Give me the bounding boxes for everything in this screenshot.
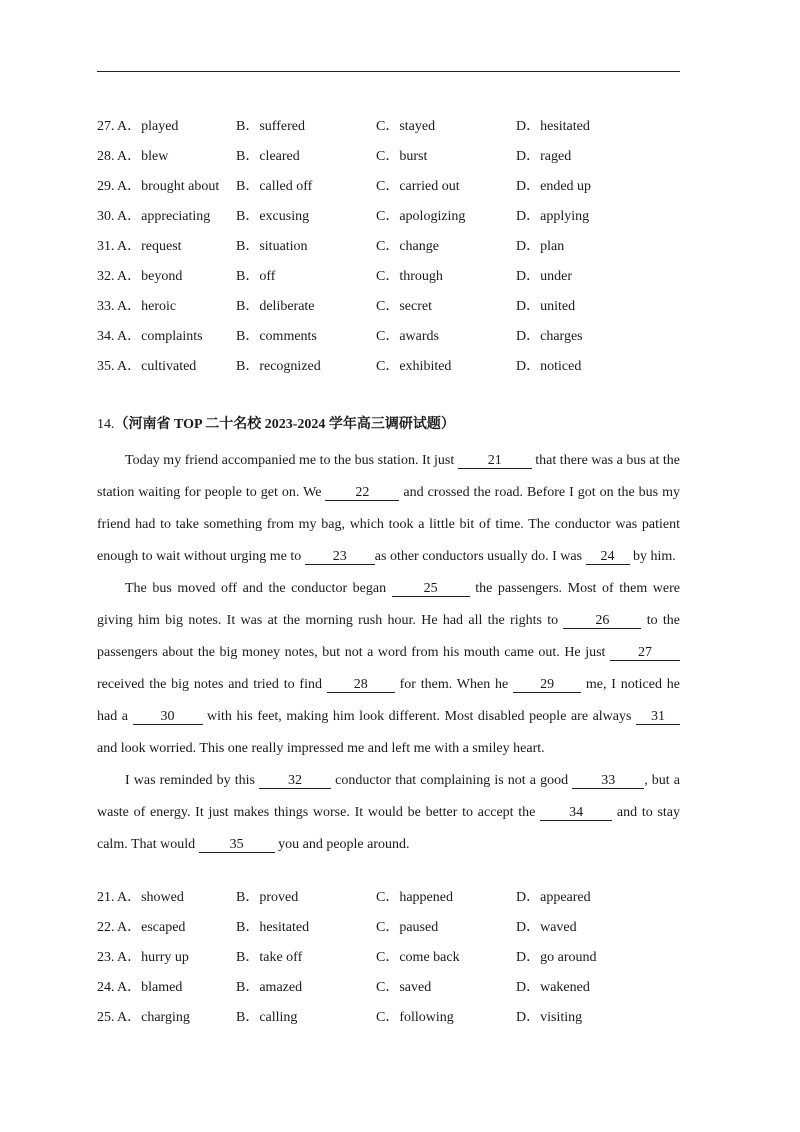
option-row-28 [97,148,687,178]
option-d: D．noticed [516,359,582,374]
option-d: D．visiting [516,1010,583,1025]
question-heading [97,416,455,434]
option-b: B．situation [236,239,308,254]
option-row-31 [97,238,687,268]
option-number: 23. [97,950,115,965]
option-row-23 [97,949,687,979]
question-source: （河南省 TOP 二十名校 2023-2024 学年高三调研试题） [114,417,455,432]
blank-22: 22 [325,485,399,501]
option-number: 22. [97,920,115,935]
option-c: C．happened [376,890,453,905]
option-c: C．awards [376,329,439,344]
blank-32: 32 [259,773,331,789]
passage-text: that there was a bus at the station waiting for people to get on. We [97,453,680,500]
option-b: B．recognized [236,359,321,374]
option-number: 21. [97,890,115,905]
option-number: 24. [97,980,115,995]
option-a: A．charging [117,1010,190,1025]
passage-text: you and people around. [274,837,410,852]
option-b: B．deliberate [236,299,315,314]
passage-text: as other conductors usually do. I was [374,549,586,564]
option-row-25 [97,1009,687,1039]
passage-text: me, I noticed he had a [97,677,681,724]
passage-text: and look worried. This one really impressed me and left me with a smiley heart. [97,741,545,756]
option-b: B．hesitated [236,920,310,935]
option-c: C．through [376,269,443,284]
blank-26: 26 [563,613,641,629]
option-d: D．ended up [516,179,592,194]
options-list-21-25 [97,889,687,1039]
option-a: A．brought about [117,179,220,194]
option-a: A．hurry up [117,950,189,965]
passage-text: and crossed the road. Before I got on the bus my friend had to take something from my bag, which took a little bit of time. The conductor was patient enough to wait without urging me to [97,485,681,564]
blank-25: 25 [392,581,470,597]
passage-paragraph-1 [97,445,680,573]
option-row-29 [97,178,687,208]
passage-text: and to stay calm. That would [97,805,681,852]
option-row-34 [97,328,687,358]
option-d: D．waved [516,920,577,935]
passage-text: by him. [629,549,676,564]
blank-28: 28 [327,677,395,693]
option-d: D．charges [516,329,583,344]
passage-text: with his feet, making him look different. Most disabled people are always [202,709,636,724]
option-b: B．suffered [236,119,305,134]
header-rule [97,71,680,72]
option-c: C．following [376,1010,454,1025]
option-a: A．heroic [117,299,177,314]
blank-24: 24 [586,549,630,565]
option-number: 33. [97,299,115,314]
option-a: A．blamed [117,980,183,995]
option-d: D．applying [516,209,590,224]
option-b: B．cleared [236,149,300,164]
option-number: 27. [97,119,115,134]
option-number: 34. [97,329,115,344]
option-b: B．comments [236,329,317,344]
option-b: B．amazed [236,980,303,995]
option-number: 30. [97,209,115,224]
option-row-27 [97,118,687,148]
option-d: D．go around [516,950,597,965]
blank-23: 23 [305,549,375,565]
blank-35: 35 [199,837,275,853]
option-b: B．proved [236,890,299,905]
option-row-35 [97,358,687,388]
option-d: D．under [516,269,572,284]
option-c: C．change [376,239,439,254]
option-b: B．called off [236,179,313,194]
option-d: D．plan [516,239,565,254]
blank-33: 33 [572,773,644,789]
option-a: A．escaped [117,920,186,935]
option-a: A．cultivated [117,359,197,374]
option-a: A．blew [117,149,169,164]
option-a: A．complaints [117,329,203,344]
blank-21: 21 [458,453,532,469]
option-c: C．exhibited [376,359,452,374]
blank-31: 31 [636,709,680,725]
option-d: D．raged [516,149,572,164]
passage-text: , but a waste of energy. It just makes things worse. It would be better to accept the [97,773,681,820]
option-c: C．apologizing [376,209,466,224]
option-row-24 [97,979,687,1009]
option-row-21 [97,889,687,919]
option-a: A．beyond [117,269,183,284]
cloze-passage [97,445,680,861]
passage-text: Today my friend accompanied me to the bus station. It just [125,453,458,468]
option-c: C．stayed [376,119,436,134]
option-number: 28. [97,149,115,164]
blank-29: 29 [513,677,581,693]
option-c: C．burst [376,149,428,164]
option-number: 31. [97,239,115,254]
option-row-30 [97,208,687,238]
blank-30: 30 [133,709,203,725]
passage-text: the passengers. Most of them were giving him big notes. It was at the morning rush hour. He had all the rights to [97,581,680,628]
passage-paragraph-3 [97,765,680,861]
option-d: D．united [516,299,576,314]
option-a: A．showed [117,890,184,905]
passage-text: The bus moved off and the conductor began [125,581,392,596]
option-c: C．paused [376,920,439,935]
option-row-22 [97,919,687,949]
option-a: A．request [117,239,182,254]
option-c: C．come back [376,950,460,965]
option-b: B．take off [236,950,303,965]
option-a: A．appreciating [117,209,211,224]
option-number: 35. [97,359,115,374]
passage-text: I was reminded by this [125,773,260,788]
option-d: D．wakened [516,980,590,995]
passage-text: to the passengers about the big money notes, but not a word from his mouth came out. He just [97,613,680,660]
passage-paragraph-2 [97,573,680,765]
options-list-27-35 [97,118,687,388]
option-number: 32. [97,269,115,284]
option-number: 29. [97,179,115,194]
passage-text: received the big notes and tried to find [97,677,327,692]
option-row-32 [97,268,687,298]
option-b: B．calling [236,1010,298,1025]
option-d: D．appeared [516,890,591,905]
option-number: 25. [97,1010,115,1025]
option-c: C．saved [376,980,432,995]
passage-text: conductor that complaining is not a good [331,773,573,788]
option-b: B．excusing [236,209,310,224]
option-a: A．played [117,119,179,134]
option-c: C．secret [376,299,432,314]
question-number: 14. [97,417,115,432]
blank-34: 34 [540,805,612,821]
passage-text: for them. When he [394,677,514,692]
option-c: C．carried out [376,179,460,194]
blank-27: 27 [610,645,680,661]
option-d: D．hesitated [516,119,590,134]
option-row-33 [97,298,687,328]
option-b: B．off [236,269,276,284]
